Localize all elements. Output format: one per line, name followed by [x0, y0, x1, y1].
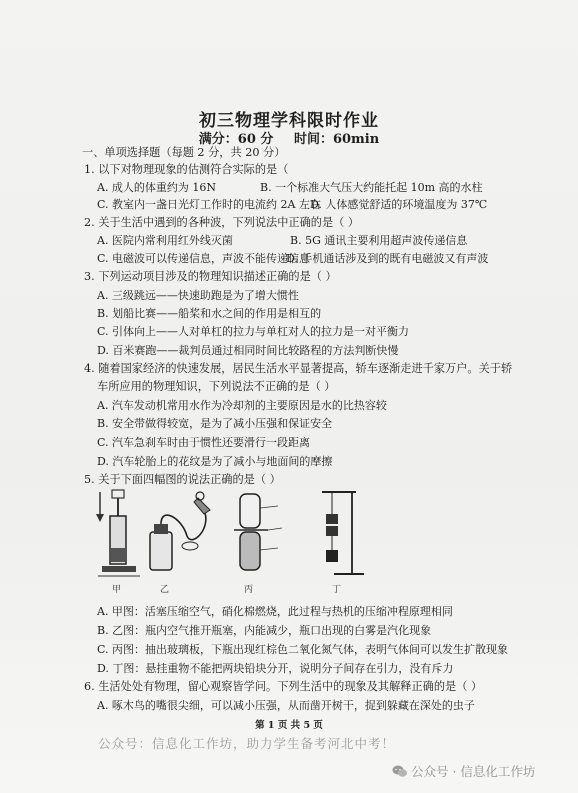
q5-option-d: D. 丁图：悬挂重物不能把两块铅块分开，说明分子间存在引力，没有斥力: [97, 662, 454, 675]
q1-option-d: D. 人体感觉舒适的环境温度为 37℃: [310, 198, 488, 211]
figure-ding-lead-blocks: [314, 488, 384, 595]
page-number: 第 1 页 共 5 页: [255, 720, 323, 731]
q2-option-c: C. 电磁波可以传递信息，声波不能传递信息: [97, 252, 311, 265]
section-heading: 一、单项选择题（每题 2 分，共 20 分）: [82, 146, 286, 159]
figure-label-bing: 丙: [244, 585, 254, 595]
q4-option-d: D. 汽车轮胎上的花纹是为了减小与地面间的摩擦: [97, 455, 333, 468]
question-4-stem-line1: 4. 随着国家经济的快速发展，居民生活水平显著提高，轿车逐渐走进千家万户。关于轿: [84, 362, 513, 375]
q2-option-a: A. 医院内常利用红外线灭菌: [97, 234, 233, 247]
time-limit: 时间：60min: [293, 132, 380, 147]
figure-label-yi: 乙: [160, 585, 170, 595]
q3-option-b: B. 划船比赛——船桨和水之间的作用是相互的: [97, 307, 322, 320]
q3-option-d: D. 百米赛跑——裁判员通过相同时间比较路程的方法判断快慢: [97, 344, 399, 357]
question-6-stem: 6. 生活处处有物理，留心观察皆学问。下列生活中的现象及其解释正确的是（ ）: [84, 680, 483, 693]
q4-option-c: C. 汽车急刹车时由于惯性还要滑行一段距离: [97, 436, 311, 449]
q5-option-b: B. 乙图：瓶内空气推开瓶塞，内能减少，瓶口出现的白雾是汽化现象: [97, 624, 432, 637]
figure-label-jia: 甲: [112, 585, 122, 595]
figure-jia-piston: [88, 488, 148, 595]
wechat-account-name: 公众号 · 信息化工作坊: [411, 764, 536, 779]
q6-option-a: A. 啄木鸟的嘴很尖细，可以减小压强，从而凿开树干，捉到躲藏在深处的虫子: [97, 699, 475, 712]
q4-option-a: A. 汽车发动机常用水作为冷却剂的主要原因是水的比热容较: [97, 399, 387, 412]
question-3-stem: 3. 下列运动项目涉及的物理知识描述正确的是（ ）: [84, 270, 337, 283]
question-4-stem-line2: 车所应用的物理知识，下列说法不正确的是（ ）: [97, 380, 336, 393]
score-time-line: [0, 128, 578, 147]
page-title: 初三物理学科限时作业: [199, 111, 379, 131]
q5-option-a: A. 甲图：活塞压缩空气，硝化棉燃烧，此过程与热机的压缩冲程原理相同: [97, 605, 453, 618]
figure-bing-bottles: [230, 488, 300, 595]
full-score: 满分：60 分: [198, 132, 274, 147]
question-5-stem: 5. 关于下面四幅图的说法正确的是（ ）: [84, 473, 281, 486]
q1-option-c: C. 教室内一盏日光灯工作时的电流约 2A 左右: [97, 198, 321, 211]
q2-option-b: B. 5G 通讯主要利用超声波传递信息: [290, 234, 468, 247]
q5-figures: [80, 488, 500, 593]
q3-option-a: A. 三级跳远——快速助跑是为了增大惯性: [97, 289, 299, 302]
figure-label-ding: 丁: [332, 585, 342, 595]
footer-promo-text: 公众号：信息化工作坊，助力学生备考河北中考！: [98, 736, 396, 751]
q2-option-d: D. 手机通话涉及到的既有电磁波又有声波: [286, 252, 489, 265]
q3-option-c: C. 引体向上——人对单杠的拉力与单杠对人的拉力是一对平衡力: [97, 325, 410, 338]
question-1-stem: 1. 以下对物理现象的估测符合实际的是（: [84, 163, 289, 176]
question-2-stem: 2. 关于生活中遇到的各种波，下列说法中正确的是（ ）: [84, 216, 360, 229]
q4-option-b: B. 安全带做得较宽，是为了减小压强和保证安全: [97, 417, 333, 430]
wechat-icon: [392, 765, 407, 778]
figure-yi-flask: [142, 488, 232, 595]
wechat-watermark: [392, 762, 535, 780]
q1-option-a: A. 成人的体重约为 16N: [97, 181, 217, 194]
q1-option-b: B. 一个标准大气压大约能托起 10m 高的水柱: [260, 181, 483, 194]
q5-option-c: C. 丙图：抽出玻璃板，下瓶出现红棕色二氧化氮气体，表明气体间可以发生扩散现象: [97, 643, 509, 656]
